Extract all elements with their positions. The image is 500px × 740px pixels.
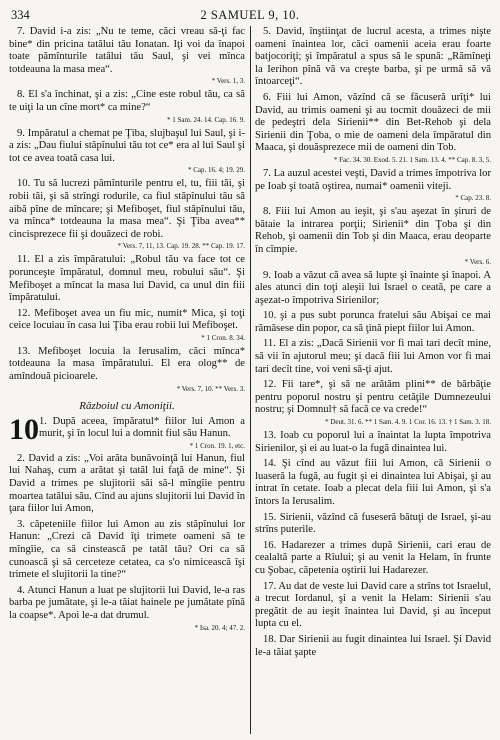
verse bbox=[255, 168, 491, 203]
verse-text: 16. Hadarezer a trimes după Sirienii, cari erau de cealaltă parte a Rîului; şi au venit la Helam, în frunte cu Şobac, căpetenia oştirii lui Hadarezer. bbox=[255, 539, 491, 576]
verse-text: 5. David, înştiinţat de lucrul acesta, a trimes nişte oameni înaintea lor, căci oamenii aceia erau foarte batjocoriţi; şi împăratul a spus să le spună: „Rămîneţi la Ierihon pînă vă va creşte barba, şi pe urmă să vă întoarceţi“. bbox=[255, 26, 491, 88]
verse bbox=[255, 270, 491, 308]
verse-text: 4. Atunci Hanun a luat pe slujitorii lui David, le-a ras barba pe jumătate, şi le-a tăiat hainele pe jumătate pînă la coapse*. Apoi le-a dat drumul. bbox=[9, 584, 245, 621]
right-column bbox=[255, 26, 491, 734]
verse-text: 15. Sirienii, văzînd că fuseseră bătuţi de Israel, şi-au strîns puterile. bbox=[255, 511, 491, 536]
verse-text: 7. David i-a zis: „Nu te teme, căci vreau să-ţi fac bine* din pricina tatălui tău Ionatan. Iţi voi da înapoi toate pămînturile tatălui tău Saul, şi vei mînca totdeauna la masa mea“. bbox=[9, 26, 245, 75]
verse bbox=[255, 338, 491, 376]
verse bbox=[9, 128, 245, 176]
cross-reference: * Vers. 1, 3. bbox=[211, 77, 245, 86]
page-number: 334 bbox=[11, 8, 30, 22]
cross-reference: * Fac. 34. 30. Exod. 5. 21. 1 Sam. 13. 4. ** Cap. 8. 3, 5. bbox=[333, 155, 491, 164]
verse bbox=[9, 346, 245, 394]
verse-text: 13. Ioab cu poporul lui a înaintat la lupta împotriva Sirienilor, şi ei au luat-o la fugă dinaintea lui. bbox=[255, 430, 491, 454]
verse bbox=[255, 634, 491, 659]
verse bbox=[9, 89, 245, 124]
cross-reference: * Vers. 6. bbox=[464, 257, 491, 266]
verse bbox=[9, 26, 245, 86]
cross-reference: * Isa. 20. 4; 47. 2. bbox=[194, 623, 245, 632]
verse bbox=[9, 178, 245, 251]
cross-reference: * Deut. 31. 6. ** 1 Sam. 4. 9. 1 Cor. 16. 13. † 1 Sam. 3. 18. bbox=[325, 418, 491, 427]
chapter-start bbox=[9, 412, 245, 451]
verse-text: 10. şi a pus subt porunca fratelui său Abişai ce mai rămăsese din popor, ca să ţină piept fiilor lui Amon. bbox=[255, 310, 491, 334]
verse bbox=[255, 458, 491, 508]
verse bbox=[255, 430, 491, 455]
verse-text: 2. David a zis: „Voi arăta bunăvoinţă lui Hanun, fiul lui Nahaş, cum a arătat şi tatăl lui faţă de mine“. Şi David a trimes pe slujitorii săi să-l mîngîie pentru moartea tatălui său. Cînd au ajuns slujitorii lui David în ţara fiilor lui Amon, bbox=[9, 452, 245, 515]
section-title: Războiul cu Amoniţii. bbox=[79, 399, 175, 412]
running-title: 2 SAMUEL 9, 10. bbox=[200, 8, 300, 22]
verse-text: 9. Ioab a văzut că avea să lupte şi înainte şi înapoi. A ales atunci din toţi aleşii lui Israel o ceată, pe care a aşezat-o împotriva Sirienilor; bbox=[255, 269, 491, 306]
verse bbox=[255, 379, 491, 427]
verse-text: 12. Fii tare*, şi să ne arătăm plini** de bărbăţie pentru poporul nostru şi pentru cetăţile Dumnezeului nostru; şi Domnul† să facă ce va crede!“ bbox=[255, 379, 491, 416]
verse-text: 11. El a zis împăratului: „Robul tău va face tot ce porunceşte împăratul, domnul meu, robului său“. Şi Mefiboşet a mîncat la masa lui David, ca unul din fiii împăratului. bbox=[9, 254, 245, 304]
cross-reference: * 1 Cron. 19. 1, etc. bbox=[189, 441, 245, 450]
cross-reference: * 1 Sam. 24. 14. Cap. 16. 9. bbox=[167, 115, 245, 124]
verse bbox=[255, 540, 491, 578]
verse bbox=[255, 581, 491, 631]
verse-text: 17. Au dat de veste lui David care a strîns tot Israelul, a trecut Iordanul, şi a venit la Helam: Sirienii s'au pregătit de au ieşit înaintea lui David, şi au început lupta cu el. bbox=[255, 580, 491, 630]
verse bbox=[9, 585, 245, 633]
verse-text: 3. căpeteniile fiilor lui Amon au zis stăpînului lor Hanun: „Crezi că David îţi trimete oameni să te mîngîie, ca să cinstească pe tatăl tău? Ori ca să cunoască şi să cerceteze cetatea, ca s'o nimicească îşi trimete el slujitorii la tine?“ bbox=[9, 518, 245, 581]
left-column bbox=[9, 26, 245, 734]
verse-text: 18. Dar Sirienii au fugit dinaintea lui Israel. Şi David le-a tăiat şapte bbox=[255, 633, 491, 658]
verse bbox=[255, 512, 491, 537]
verse-text: 6. Fiii lui Amon, văzînd că se făcuseră urîţi* lui David, au trimis oameni şi au tocmit douăzeci de mii de pedeştri dela Sirienii** din Bet-Rehob şi dela Sirienii din Ţoba, o mie de oameni dela împăratul din Maaca, şi douăsprezece mii de oameni din Tob. bbox=[255, 91, 491, 154]
verse bbox=[255, 206, 491, 266]
left-verses-group-a bbox=[9, 26, 245, 394]
cross-reference: * 1 Cron. 8. 34. bbox=[201, 333, 245, 342]
cross-reference: * Cap. 16. 4; 19. 29. bbox=[188, 166, 245, 175]
verse-text: 8. El s'a închinat, şi a zis: „Cine este robul tău, ca să te uiţi la un cîne mort* ca mine?“ bbox=[9, 89, 245, 113]
chapter-number: 10 bbox=[9, 412, 39, 446]
verse-text: 11. El a zis: „Dacă Sirienii vor fi mai tari decît mine, să vii în ajutorul meu; şi dacă fiii lui Amon vor fi mai tari decît tine, voi veni să-ţi ajut. bbox=[255, 338, 491, 375]
verse bbox=[255, 92, 491, 165]
verse-text: 1. După aceea, împăratul* fiilor lui Amon a murit, şi în locul lui a domnit fiul său Hanun. bbox=[39, 415, 245, 440]
text-columns bbox=[9, 26, 491, 734]
left-verses-group-b bbox=[9, 453, 245, 633]
verse bbox=[9, 519, 245, 582]
verse-text: 7. La auzul acestei veşti, David a trimes împotriva lor pe Ioab şi toată oştirea, numai* oamenii viteji. bbox=[255, 167, 491, 192]
verse bbox=[9, 308, 245, 343]
right-verses-group bbox=[255, 26, 491, 659]
chapter-first-verse bbox=[39, 416, 245, 451]
verse bbox=[255, 310, 491, 335]
cross-reference: * Vers. 7, 10. ** Vers. 3. bbox=[176, 384, 245, 393]
verse-text: 14. Şi cînd au văzut fiii lui Amon, că Sirienii o luaseră la fugă, au fugit şi ei dinaintea lui Abişai, şi au intrat în cetate. Ioab a plecat dela fiii lui Amon, şi s'a întors la Ierusalim. bbox=[255, 458, 491, 507]
column-divider bbox=[250, 26, 251, 734]
cross-reference: * Vers. 7, 11, 13. Cap. 19. 28. ** Cap. 19. 17. bbox=[117, 242, 245, 251]
verse-text: 13. Mefiboşet locuia la Ierusalim, căci mînca* totdeauna la masa împăratului. El era olog** de amîndouă picioarele. bbox=[9, 345, 245, 383]
verse bbox=[255, 26, 491, 89]
cross-reference: * Cap. 23. 8. bbox=[455, 194, 491, 203]
verse bbox=[9, 254, 245, 304]
page-header bbox=[9, 8, 491, 24]
verse-text: 10. Tu să lucrezi pămînturile pentru el, tu, fiii tăi, şi robii tăi, şi să strîngi rodurile, ca fiul stăpînului tău să aibă pîne de mîncare; şi Mefiboşet, fiul stăpînului tău, va mînca* totdeauna la masa mea“. Şi Ţiba avea** cincisprezece fii şi douăzeci de robi. bbox=[9, 178, 245, 240]
verse-text: 12. Mefiboşet avea un fiu mic, numit* Mica, şi toţi ceice locuiau în casa lui Ţiba erau robii lui Mefiboşet. bbox=[9, 307, 245, 332]
verse bbox=[9, 453, 245, 516]
verse-text: 9. Impăratul a chemat pe Ţiba, slujbaşul lui Saul, şi i-a zis: „Dau fiului stăpînului tău tot ce* era al lui Saul şi tot ce avea toată casa lui. bbox=[9, 127, 245, 164]
verse-text: 8. Fiii lui Amon au ieşit, şi s'au aşezat în şiruri de bătaie la intrarea porţii; Sirienii* din Ţoba şi din Rehob, şi oamenii din Tob şi din Maaca, erau deoparte în cîmpie. bbox=[255, 206, 491, 255]
